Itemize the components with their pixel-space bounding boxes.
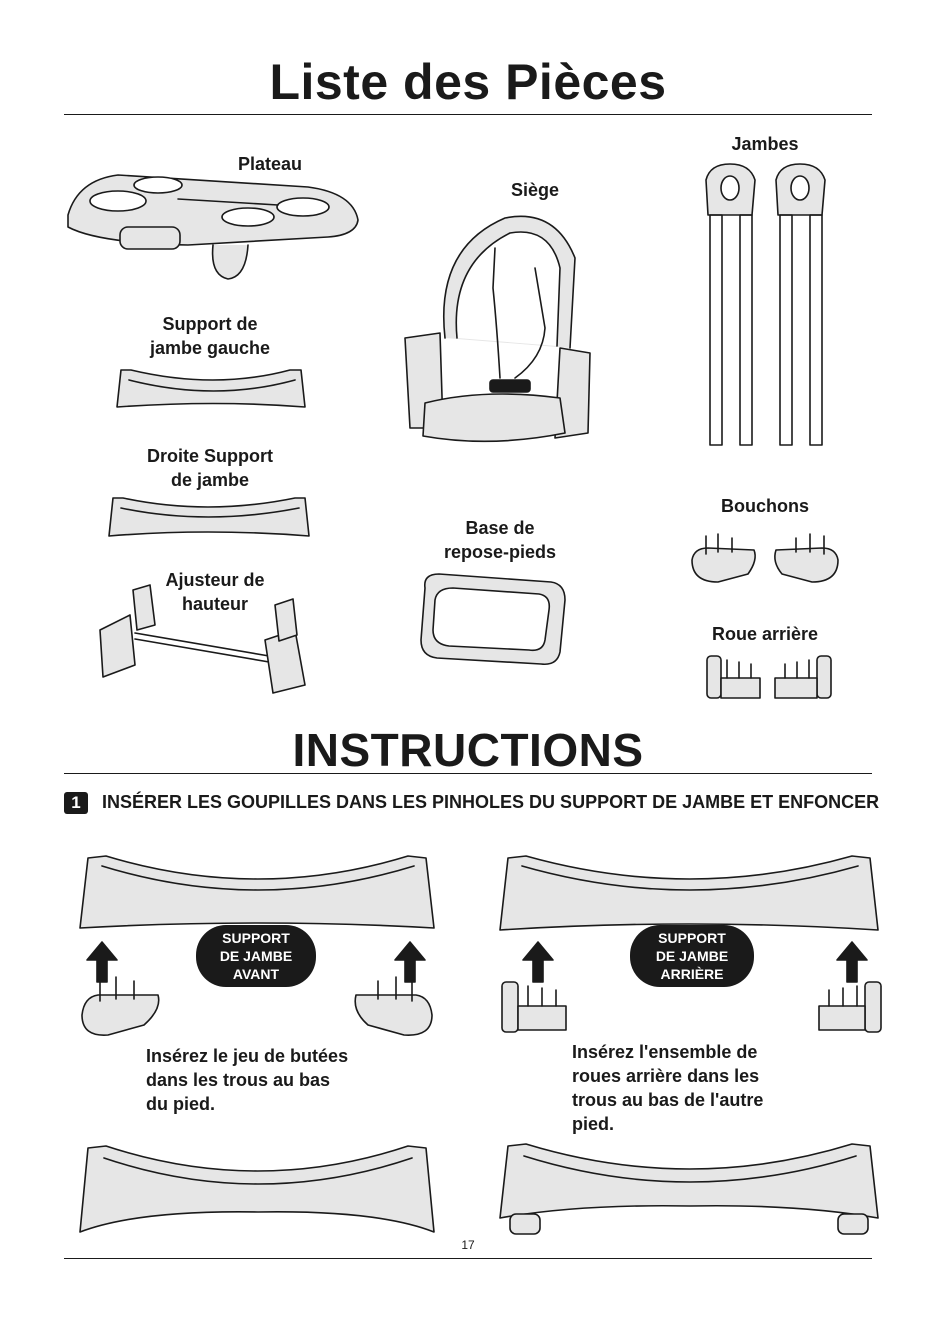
tray-illustration: [58, 165, 368, 295]
rear-wheel-illustration: [705, 652, 835, 702]
badge-support-avant: [196, 925, 316, 987]
front-support-top-illustration: [78, 852, 438, 932]
title-rule-top: [64, 114, 872, 115]
arrow-up-icon: [837, 942, 867, 982]
label-support-gauche-line1: Support de: [162, 314, 258, 334]
label-bouchons: Bouchons: [721, 496, 809, 516]
parts-list-title: Liste des Pièces: [269, 54, 667, 110]
wheel-left-illustration: [500, 978, 570, 1033]
front-text-line2: dans les trous au bas: [146, 1070, 331, 1090]
badge-support-arriere-line1: SUPPORT: [658, 930, 726, 946]
seat-illustration: [395, 208, 595, 448]
badge-support-arriere: [630, 925, 754, 987]
label-support-gauche-line2: jambe gauche: [149, 338, 271, 358]
caps-illustration: [688, 530, 848, 590]
badge-support-arriere-line2: DE JAMBE: [655, 948, 729, 964]
rear-text-line3: trous au bas de l'autre: [572, 1090, 764, 1110]
cap-right-illustration: [348, 975, 438, 1035]
badge-support-avant-line1: SUPPORT: [222, 930, 290, 946]
rear-text-line1: Insérez l'ensemble de: [572, 1042, 758, 1062]
label-support-droite-line1: Droite Support: [147, 446, 273, 466]
wheel-right-illustration: [815, 978, 885, 1033]
footrest-base-illustration: [415, 570, 575, 670]
left-leg-support-illustration: [115, 362, 315, 412]
label-jambes: Jambes: [731, 134, 799, 154]
right-leg-support-illustration: [107, 492, 317, 542]
label-support-gauche: [130, 312, 290, 360]
label-plateau: Plateau: [237, 154, 303, 174]
rear-support-top-illustration: [498, 852, 883, 932]
label-siege: Siège: [510, 180, 560, 200]
instructions-title: INSTRUCTIONS: [292, 724, 644, 776]
label-roue: Roue arrière: [711, 624, 819, 644]
page-number: 17: [461, 1238, 475, 1252]
label-support-droite: [130, 444, 290, 492]
rear-support-instructions: [572, 1040, 763, 1136]
cap-left-illustration: [78, 975, 168, 1035]
label-support-droite-line2: de jambe: [170, 470, 250, 490]
rear-text-line4: pied.: [572, 1114, 615, 1134]
legs-illustration: [700, 160, 840, 450]
badge-support-arriere-line3: ARRIÈRE: [660, 966, 724, 982]
height-adjuster-illustration: [95, 585, 315, 705]
footer-rule: [64, 1258, 872, 1259]
front-support-bottom-illustration: [78, 1140, 438, 1235]
label-ajusteur-line1: Ajusteur de: [165, 570, 265, 590]
label-base-line1: Base de: [465, 518, 535, 538]
badge-support-avant-line3: AVANT: [232, 966, 280, 982]
label-ajusteur-line2: hauteur: [181, 594, 248, 614]
arrow-up-icon: [523, 942, 553, 982]
label-base: [420, 516, 580, 564]
rear-text-line2: roues arrière dans les: [572, 1066, 760, 1086]
front-text-line1: Insérez le jeu de butées: [146, 1046, 349, 1066]
front-support-instructions: [146, 1044, 348, 1116]
badge-support-avant-line2: DE JAMBE: [219, 948, 293, 964]
step-heading: INSÉRER LES GOUPILLES DANS LES PINHOLES DU SUPPORT DE JAMBE ET ENFONCER: [102, 792, 880, 812]
rear-support-bottom-illustration: [498, 1140, 883, 1240]
label-base-line2: repose-pieds: [443, 542, 557, 562]
front-text-line3: du pied.: [146, 1094, 215, 1114]
step-number: 1: [64, 792, 88, 814]
instructions-rule: [64, 773, 872, 774]
